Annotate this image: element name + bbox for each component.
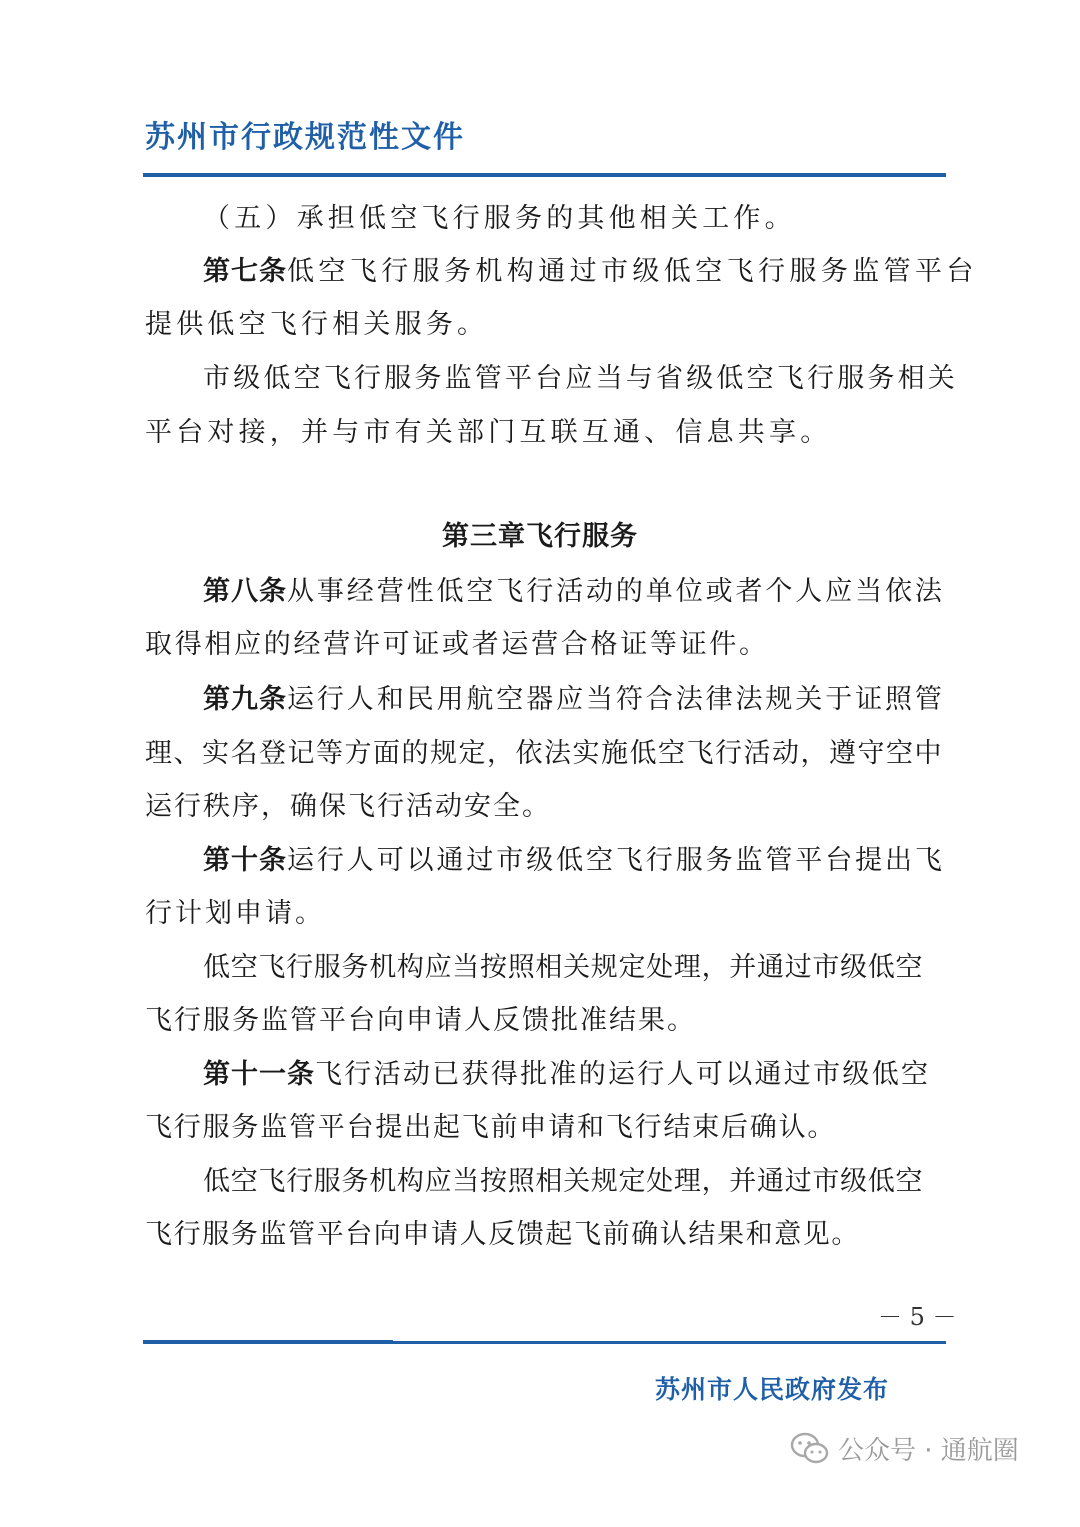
- article-9-label: 第九条: [203, 684, 287, 715]
- article-7-line-1: [203, 249, 978, 288]
- article-10-para-2-line-2: 飞行服务监管平台向申请人反馈批准结果。: [145, 1005, 696, 1036]
- page-number: － 5 －: [878, 1303, 957, 1331]
- article-9-text-1: 运行人和民用航空器应当符合法律法规关于证照管: [287, 684, 945, 715]
- article-10-text-1: 运行人可以通过市级低空飞行服务监管平台提出飞: [287, 845, 945, 876]
- article-11-text-1: 飞行活动已获得批准的运行人可以通过市级低空: [315, 1059, 931, 1090]
- article-10-label: 第十条: [203, 845, 287, 876]
- article-9-line-2: 理、实名登记等方面的规定，依法实施低空飞行活动，遵守空中: [145, 738, 943, 769]
- article-11-label: 第十一条: [203, 1059, 315, 1090]
- article-11-para-2-line-2: 飞行服务监管平台向申请人反馈起飞前确认结果和意见。: [145, 1219, 860, 1250]
- footer-publisher: 苏州市人民政府发布: [655, 1375, 890, 1404]
- watermark-text: 公众号 · 通航圈: [838, 1436, 1019, 1466]
- paragraph-item-5: （五）承担低空飞行服务的其他相关工作。: [203, 203, 796, 234]
- article-9-line-1: [203, 677, 945, 716]
- footer-rule-thick: [143, 1340, 393, 1344]
- watermark: [790, 1430, 1019, 1467]
- article-10-para-2-line-1: 低空飞行服务机构应当按照相关规定处理，并通过市级低空: [203, 952, 924, 983]
- article-10-line-2: 行计划申请。: [145, 898, 325, 929]
- chapter-title: 第三章飞行服务: [442, 521, 638, 552]
- article-7-text-1: 低空飞行服务机构通过市级低空飞行服务监管平台: [287, 256, 978, 287]
- article-8-text-1: 从事经营性低空飞行活动的单位或者个人应当依法: [287, 576, 945, 607]
- paragraph-platform-line-1: 市级低空飞行服务监管平台应当与省级低空飞行服务相关: [203, 363, 958, 394]
- article-7-label: 第七条: [203, 256, 287, 287]
- page-header-title: 苏州市行政规范性文件: [145, 120, 465, 155]
- wechat-icon: [790, 1432, 830, 1466]
- article-8-line-1: [203, 569, 945, 608]
- footer-rule-thin: [393, 1341, 946, 1344]
- paragraph-platform-line-2: 平台对接，并与市有关部门互联互通、信息共享。: [145, 417, 832, 448]
- article-10-line-1: [203, 838, 945, 877]
- article-11-para-2-line-1: 低空飞行服务机构应当按照相关规定处理，并通过市级低空: [203, 1166, 924, 1197]
- article-8-label: 第八条: [203, 576, 287, 607]
- article-11-line-2: 飞行服务监管平台提出起飞前申请和飞行结束后确认。: [145, 1112, 837, 1143]
- article-7-line-2: 提供低空飞行相关服务。: [145, 309, 489, 340]
- header-rule: [143, 173, 946, 177]
- article-8-line-2: 取得相应的经营许可证或者运营合格证等证件。: [145, 629, 769, 660]
- article-9-line-3: 运行秩序，确保飞行活动安全。: [145, 791, 551, 822]
- article-11-line-1: [203, 1052, 945, 1091]
